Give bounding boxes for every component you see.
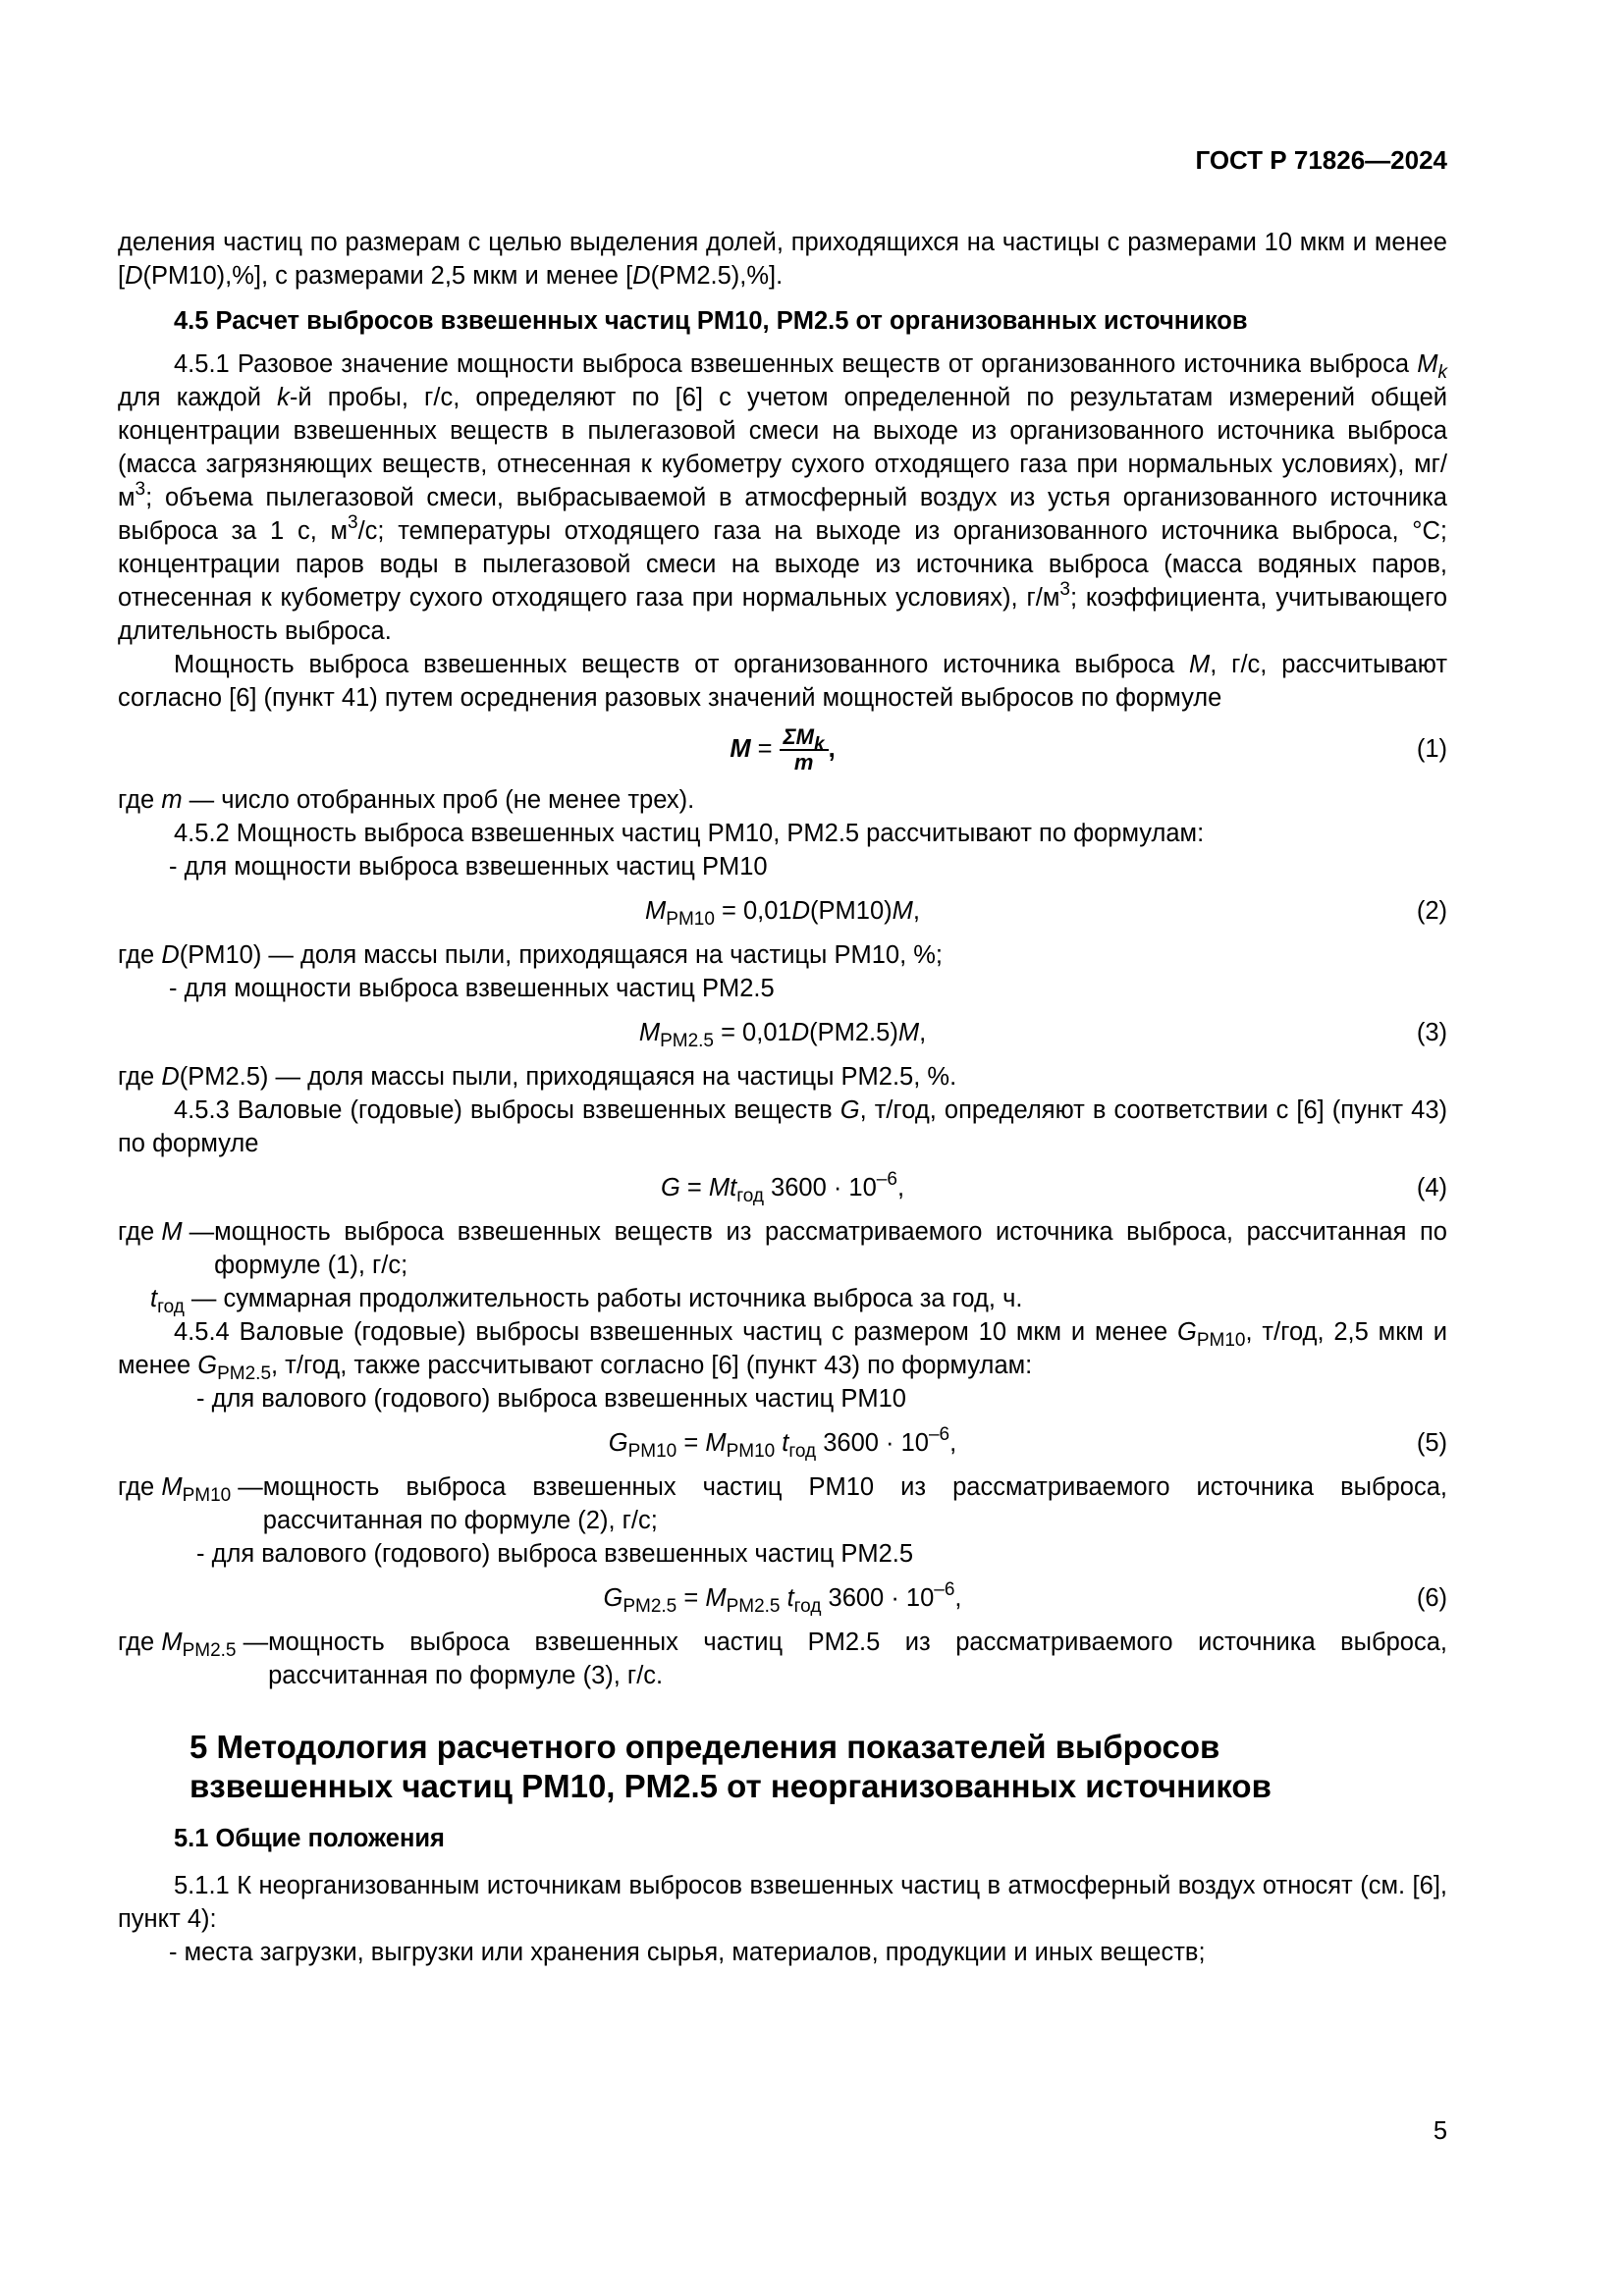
formula-number: (5): [1416, 1429, 1447, 1457]
formula-superscript: –6: [928, 1424, 950, 1445]
text-run: (PM2.5) — доля массы пыли, приходящаяся на частицы PM2.5, %.: [179, 1063, 957, 1091]
symbol-m: M: [161, 1218, 183, 1246]
formula-subscript: год: [788, 1441, 817, 1462]
text-run: /с; температуры отходящего газа на выходе из организованного источника выброса, °С; концентрации паров воды в пылегазовой смеси на выходе из источника выброса (масса водяных паров, отнесенная к кубометру сухого отходящего газа при нормальных условиях), г/м: [118, 517, 1447, 612]
text-run: где: [118, 1218, 162, 1246]
subscript: PM10: [1196, 1330, 1246, 1351]
where-clause-4-t: [118, 1282, 1447, 1315]
text-run: где: [118, 1629, 162, 1656]
document-body: [118, 226, 1447, 1969]
paragraph-4-5-2: 4.5.2 Мощность выброса взвешенных частиц PM10, PM2.5 рассчитывают по формулам:: [174, 820, 1205, 847]
heading-4-5: 4.5 Расчет выбросов взвешенных частиц PM10, PM2.5 от организованных источников: [174, 307, 1248, 335]
heading-5-1: 5.1 Общие положения: [174, 1825, 445, 1852]
where-label: [118, 1215, 214, 1282]
formula-number: (2): [1416, 897, 1447, 925]
formula-4: [118, 1160, 1447, 1215]
symbol-g: G: [839, 1096, 860, 1124]
subscript: PM2.5: [182, 1640, 237, 1661]
text-run: 4.5.4 Валовые (годовые) выбросы взвешенных частиц с размером 10 мкм и менее: [174, 1318, 1178, 1346]
where-label: [118, 1626, 268, 1692]
formula-tail: ,: [912, 897, 920, 925]
formula-tail: ,: [919, 1019, 927, 1046]
text-run: —: [182, 1218, 215, 1246]
formula-superscript: –6: [876, 1169, 897, 1190]
formula-3: [118, 1005, 1447, 1060]
paragraph-5-1-1: 5.1.1 К неорганизованным источникам выбросов взвешенных частиц в атмосферный воздух относят (см. [6], пункт 4):: [118, 1872, 1447, 1933]
text-run: — суммарная продолжительность работы источника выброса за год, ч.: [184, 1285, 1023, 1312]
text-run: —: [231, 1473, 263, 1501]
heading-section-5: [118, 1728, 1447, 1806]
formula-text: 3600 · 10: [816, 1429, 929, 1457]
formula-subscript: год: [793, 1596, 822, 1617]
formula-symbol: M: [892, 897, 913, 925]
text-run: , г/с, рассчитывают согласно [6] (пункт 41) путем осреднения разовых значений мощностей выбросов по формуле: [118, 651, 1447, 712]
superscript: 3: [135, 479, 146, 500]
heading-line: 5 Методология расчетного определения показателей выбросов: [189, 1729, 1220, 1765]
formula-subscript: PM10: [726, 1441, 776, 1462]
formula-number: (3): [1416, 1019, 1447, 1046]
text-run: —: [236, 1629, 269, 1656]
text-run: где: [118, 941, 162, 969]
formula-6: [118, 1571, 1447, 1626]
formula-operator: =: [677, 1584, 706, 1612]
text-run: (PM2.5),%].: [650, 262, 784, 290]
symbol-g: G: [1177, 1318, 1197, 1346]
document-number: ГОСТ Р 71826—2024: [1195, 145, 1447, 175]
text-run: Мощность выброса взвешенных веществ от организованного источника выброса: [174, 651, 1190, 678]
symbol-g: G: [197, 1352, 218, 1379]
text-run: , т/год, также рассчитывают согласно [6] (пункт 43) по формулам:: [271, 1352, 1033, 1379]
formula-text: (PM10): [810, 897, 893, 925]
superscript: 3: [348, 512, 358, 533]
symbol-k: k: [1437, 362, 1447, 383]
subscript: год: [157, 1297, 185, 1317]
where-clause-6: [118, 1626, 1447, 1692]
formula-subscript: PM2.5: [623, 1596, 677, 1617]
formula-5: [118, 1415, 1447, 1470]
text-run: деления частиц по размерам с целью выделения долей, приходящихся на частицы с размерами 10 мкм и менее [: [118, 229, 1447, 290]
formula-symbol: M: [705, 1584, 727, 1612]
formula-superscript: –6: [934, 1579, 955, 1600]
formula-fraction: [780, 725, 829, 774]
paragraph-4-5-3: [118, 1094, 1447, 1160]
paragraph-intro: [118, 226, 1447, 293]
formula-symbol: G: [603, 1584, 623, 1612]
paragraph-4-5-1-average: [118, 648, 1447, 715]
formula-subscript: PM2.5: [726, 1596, 781, 1617]
formula-symbol: Mt: [708, 1174, 737, 1201]
where-clause-4: [118, 1215, 1447, 1282]
text-run: , т/год, 2,5 мкм и менее: [118, 1318, 1447, 1379]
text-run: — число отобранных проб (не менее трех).: [182, 786, 695, 814]
formula-number: (6): [1416, 1584, 1447, 1612]
where-clause-1: [118, 783, 1447, 817]
superscript: 3: [1059, 579, 1070, 600]
heading-line: взвешенных частиц PM10, PM2.5 от неорганизованных источников: [189, 1768, 1272, 1804]
paragraph-4-5-1: [118, 347, 1447, 648]
formula-subscript: год: [736, 1186, 764, 1206]
where-clause-5: [118, 1470, 1447, 1537]
formula-symbol: t: [786, 1584, 794, 1612]
paragraph-4-5-4: [118, 1315, 1447, 1382]
formula-symbol: t: [782, 1429, 789, 1457]
fraction-denominator: m: [793, 750, 814, 775]
text-run: где: [118, 1473, 162, 1501]
page-number: 5: [1433, 2117, 1447, 2145]
text-run: (PM10) — доля массы пыли, приходящаяся на частицы PM10, %;: [179, 941, 943, 969]
text-run: где: [118, 786, 162, 814]
formula-text: 3600 · 10: [763, 1174, 877, 1201]
formula-symbol: D: [791, 897, 811, 925]
where-label: [118, 1470, 263, 1537]
formula-symbol: M: [638, 1019, 661, 1046]
list-item-annual-pm10: - для валового (годового) выброса взвешенных частиц PM10: [196, 1385, 906, 1413]
list-item-loading-places: - места загрузки, выгрузки или хранения сырья, материалов, продукции и иных веществ;: [169, 1939, 1206, 1966]
subscript: PM10: [182, 1485, 232, 1506]
where-clause-3: [118, 1060, 1447, 1094]
where-body: мощность выброса взвешенных частиц PM10 из рассматриваемого источника выброса, рассчитанная по формуле (2), г/с;: [262, 1473, 1447, 1534]
formula-tail: ,: [828, 735, 836, 763]
text-run: ; объема пылегазовой смеси, выбрасываемой в атмосферный воздух из устья организованного источника выброса за 1 с, м: [118, 484, 1447, 545]
list-item-pm25: - для мощности выброса взвешенных частиц PM2.5: [169, 975, 775, 1002]
text-run: (PM10),%], с размерами 2,5 мкм и менее [: [142, 262, 633, 290]
symbol-d: D: [161, 941, 180, 969]
formula-operator: =: [677, 1429, 706, 1457]
symbol-k: k: [277, 384, 290, 411]
where-body: мощность выброса взвешенных частиц PM2.5 из рассматриваемого источника выброса, рассчитанная по формуле (3), г/с.: [268, 1629, 1447, 1689]
symbol-m: M: [1417, 350, 1438, 378]
formula-symbol: M: [705, 1429, 727, 1457]
text-run: 4.5.1 Разовое значение мощности выброса взвешенных веществ от организованного источника выброса: [174, 350, 1418, 378]
fraction-numerator: [780, 724, 829, 756]
text-run: для каждой: [118, 384, 278, 411]
formula-symbol: D: [790, 1019, 810, 1046]
numerator-subscript: k: [813, 734, 825, 756]
symbol-m: M: [1189, 651, 1211, 678]
symbol-m: M: [161, 1473, 183, 1501]
numerator-text: ΣM: [783, 724, 814, 750]
text-run: где: [118, 1063, 162, 1091]
symbol-d: D: [632, 262, 651, 290]
symbol-d: D: [125, 262, 143, 290]
symbol-m: M: [161, 1629, 183, 1656]
formula-subscript: PM10: [627, 1441, 677, 1462]
text-run: 4.5.3 Валовые (годовые) выбросы взвешенных веществ: [174, 1096, 840, 1124]
formula-symbol: G: [660, 1174, 680, 1201]
text-run: -й пробы, г/с, определяют по [6] с учетом определенной по результатам измерений общей концентрации взвешенных веществ в пылегазовой смеси на выходе из организованного источника выброса (масса загрязняющих веществ, отнесенная к кубометру сухого отходящего газа при нормальных условиях), мг/м: [118, 384, 1447, 511]
symbol-m: m: [161, 786, 183, 814]
formula-tail: ,: [954, 1584, 962, 1612]
formula-subscript: PM2.5: [660, 1031, 714, 1051]
formula-subscript: PM10: [666, 909, 715, 930]
formula-operator: =: [679, 1174, 709, 1201]
list-item-pm10: - для мощности выброса взвешенных частиц PM10: [169, 853, 768, 881]
formula-symbol: G: [608, 1429, 628, 1457]
text-run: , т/год, определяют в соответствии с [6] (пункт 43) по формуле: [118, 1096, 1447, 1157]
formula-tail: ,: [896, 1174, 905, 1201]
formula-symbol: M: [897, 1019, 920, 1046]
where-clause-2: [118, 938, 1447, 972]
formula-text: = 0,01: [714, 1019, 791, 1046]
formula-symbol: M: [645, 897, 667, 925]
subscript: PM2.5: [217, 1363, 272, 1384]
formula-1: [118, 715, 1447, 783]
formula-tail: ,: [949, 1429, 957, 1457]
formula-text: 3600 · 10: [821, 1584, 935, 1612]
formula-text: = 0,01: [714, 897, 792, 925]
formula-operator: =: [750, 735, 780, 763]
symbol-t: t: [150, 1285, 158, 1312]
symbol-d: D: [161, 1063, 180, 1091]
where-body: мощность выброса взвешенных веществ из рассматриваемого источника выброса, рассчитанная по формуле (1), г/с;: [214, 1218, 1447, 1279]
formula-2: [118, 883, 1447, 938]
list-item-annual-pm25: - для валового (годового) выброса взвешенных частиц PM2.5: [196, 1540, 914, 1568]
formula-symbol: M: [730, 735, 751, 763]
formula-number: (1): [1416, 735, 1447, 763]
text-run: ; коэффициента, учитывающего длительность выброса.: [118, 584, 1447, 645]
formula-number: (4): [1416, 1174, 1447, 1201]
formula-text: (PM2.5): [809, 1019, 898, 1046]
